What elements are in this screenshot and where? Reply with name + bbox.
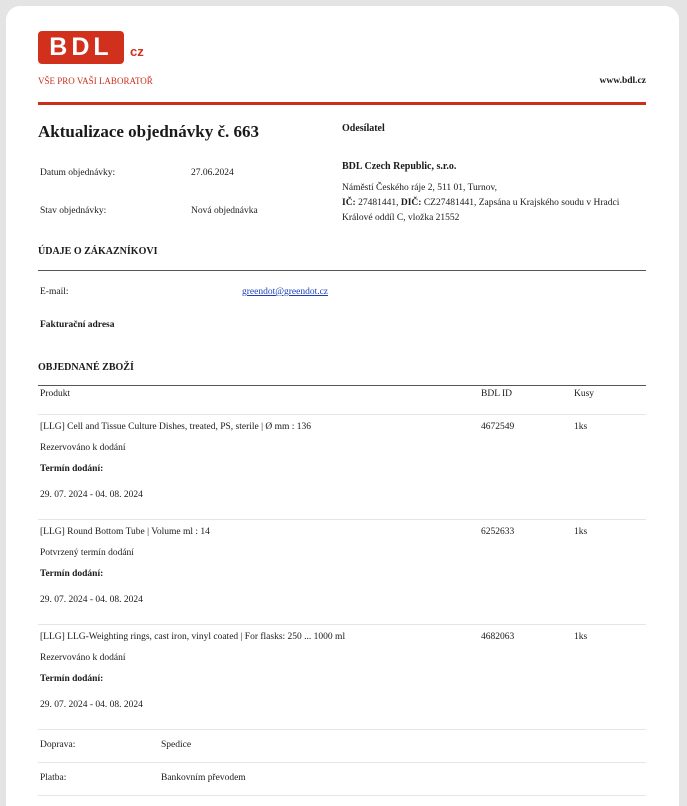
logo-suffix: cz (130, 44, 144, 59)
sender-street: Náměstí Českého ráje 2, 511 01, Turnov, (342, 183, 497, 193)
item-status: Rezervováno k dodání (40, 653, 126, 663)
dic-label: DIČ: (400, 198, 422, 208)
column-header-bdl-id: BDL ID (481, 389, 513, 399)
order-date-label: Datum objednávky: (40, 168, 116, 178)
item-bdl-id: 4682063 (481, 632, 515, 642)
row-divider (38, 762, 646, 763)
ic-value: 27481441, (358, 198, 399, 208)
item-status: Rezervováno k dodání (40, 443, 126, 453)
item-term-dates: 29. 07. 2024 - 04. 08. 2024 (40, 490, 143, 500)
website-link[interactable]: www.bdl.cz (599, 76, 646, 86)
item-name: [LLG] Cell and Tissue Culture Dishes, treated, PS, sterile | Ø mm : 136 (40, 422, 312, 432)
payment-label: Platba: (40, 773, 67, 783)
item-term-label: Termín dodání: (40, 674, 104, 684)
billing-address-label: Fakturační adresa (40, 320, 115, 330)
item-name: [LLG] Round Bottom Tube | Volume ml : 14 (40, 527, 210, 537)
header-divider (38, 102, 646, 105)
tagline: VŠE PRO VAŠI LABORATOŘ (38, 76, 153, 86)
bdl-logo[interactable]: BDL (38, 31, 124, 64)
customer-divider (38, 270, 646, 271)
goods-divider (38, 385, 646, 386)
column-header-product: Produkt (40, 389, 71, 399)
item-qty: 1ks (574, 527, 588, 537)
order-item (38, 422, 646, 527)
column-header-qty: Kusy (574, 389, 595, 399)
order-item (38, 632, 646, 737)
goods-heading: OBJEDNANÉ ZBOŽÍ (38, 362, 134, 373)
row-divider (38, 414, 646, 415)
item-term-dates: 29. 07. 2024 - 04. 08. 2024 (40, 700, 143, 710)
item-status: Potvrzený termín dodání (40, 548, 134, 558)
dic-value: CZ27481441, Zapsána u Krajského soudu v Hradci Králové oddíl C, vložka 21552 (342, 198, 620, 223)
item-qty: 1ks (574, 632, 588, 642)
item-bdl-id: 4672549 (481, 422, 515, 432)
row-divider (38, 795, 646, 796)
email-page (6, 6, 679, 806)
payment-value: Bankovním převodem (161, 773, 246, 783)
row-divider (38, 519, 646, 520)
shipping-value: Spedice (161, 740, 192, 750)
sender-address (342, 181, 642, 226)
sender-heading: Odesílatel (342, 123, 385, 134)
customer-heading: ÚDAJE O ZÁKAZNÍKOVI (38, 246, 158, 257)
order-item (38, 527, 646, 632)
item-term-label: Termín dodání: (40, 464, 104, 474)
item-bdl-id: 6252633 (481, 527, 515, 537)
row-divider (38, 624, 646, 625)
sender-name: BDL Czech Republic, s.r.o. (342, 161, 457, 172)
sender-ids (342, 196, 642, 226)
item-name: [LLG] LLG-Weighting rings, cast iron, vinyl coated | For flasks: 250 ... 1000 ml (40, 632, 346, 642)
email-link[interactable]: greendot@greendot.cz (242, 287, 329, 297)
item-qty: 1ks (574, 422, 588, 432)
item-term-label: Termín dodání: (40, 569, 104, 579)
item-term-dates: 29. 07. 2024 - 04. 08. 2024 (40, 595, 143, 605)
email-label: E-mail: (40, 287, 69, 297)
order-status-label: Stav objednávky: (40, 206, 107, 216)
order-status-value: Nová objednávka (191, 206, 258, 216)
row-divider (38, 729, 646, 730)
order-date-value: 27.06.2024 (191, 168, 234, 178)
shipping-label: Doprava: (40, 740, 76, 750)
page-title: Aktualizace objednávky č. 663 (38, 122, 259, 141)
ic-label: IČ: (342, 198, 356, 208)
